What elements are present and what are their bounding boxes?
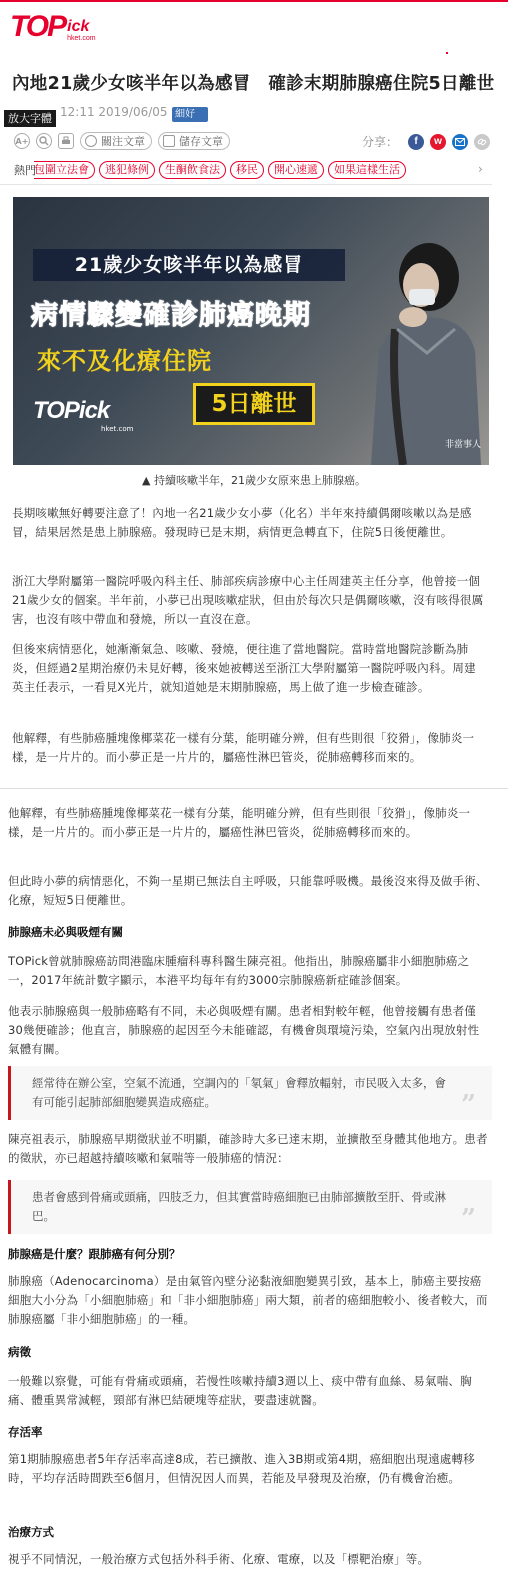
topick-logo[interactable] (10, 12, 96, 42)
hero-headline-line1: 病情驟變確診肺癌晚期 (31, 300, 311, 331)
section-heading: 存活率 (8, 1425, 43, 1439)
share-bar (362, 133, 496, 150)
hero-logo: TOPick (33, 397, 110, 424)
article-paragraph: 他解釋，有些肺癌腫塊像椰菜花一樣有分葉，能明確分辨，但有些則很「狡猾」，像肺炎一樣，是一片片的。而小夢正是一片片的，屬癌性淋巴管炎，從肺癌轉移而來的。 (8, 806, 471, 839)
section-heading: 病徵 (8, 1345, 31, 1359)
hero-logo-sub: hket.com (101, 425, 134, 433)
tag-item[interactable]: 包圍立法會 (34, 161, 95, 179)
article-paragraph: 視乎不同情況，一般治療方式包括外科手術、化療、電療，以及「標靶治療」等。 (8, 1552, 430, 1566)
blockquote (8, 1180, 492, 1234)
article-paragraph: 浙江大學附屬第一醫院呼吸內科主任、肺部疾病診療中心主任周建英主任分享，他曾接一個21歲少女的個案。半年前，小夢已出現咳嗽症狀，但由於每次只是偶爾咳嗽，沒有咳得很厲害，也沒有咳中帶血和發燒，所以一直沒在意。 (12, 574, 484, 626)
quote-text: 經常待在辦公室，空氣不流通，空調內的「氡氣」會釋放輻射，市民吸入太多，會有可能引起肺部細胞變異造成癌症。 (32, 1076, 446, 1109)
save-article-label: 儲存文章 (179, 135, 223, 148)
logo-text-small: ick (67, 18, 90, 35)
hero-disclaimer: 非當事人 (445, 440, 482, 450)
hot-tags (14, 159, 494, 181)
follow-article-label: 關注文章 (101, 135, 145, 148)
section-heading: 治療方式 (8, 1525, 54, 1539)
hot-tags-label: 熱門 (14, 164, 36, 177)
quote-mark-icon: ” (461, 1204, 476, 1234)
facebook-icon[interactable]: f (408, 134, 424, 150)
email-icon[interactable] (452, 134, 468, 150)
weibo-icon[interactable]: w (430, 134, 446, 150)
article-title: 內地21歲少女咳半年以為感冒 確診末期肺腺癌住院5日離世 (12, 74, 495, 94)
bookmark-icon (163, 135, 175, 147)
divider (0, 184, 492, 185)
tag-item[interactable]: 移民 (230, 161, 264, 179)
divider (0, 788, 508, 789)
tag-item[interactable]: 如果這樣生活 (328, 161, 406, 179)
article-paragraph: 陳亮祖表示，肺腺癌早期徵狀並不明顯，確診時大多已達末期，並擴散至身體其他地方。患者的徵狀，亦已超越持續咳嗽和氣喘等一般肺癌的情況： (8, 1132, 488, 1165)
font-size-icon[interactable]: A+ (14, 133, 30, 149)
search-icon[interactable] (36, 133, 52, 149)
tag-item[interactable]: 開心速遞 (268, 161, 324, 179)
article-paragraph: TOPick曾就肺腺癌訪問港臨床腫瘤科專科醫生陳亮祖。他指出，肺腺癌屬非小細胞肺癌之一，2017年統計數字顯示，本港平均每年有約3000宗肺腺癌新症確診個案。 (8, 954, 470, 987)
article-paragraph: 他解釋，有些肺癌腫塊像椰菜花一樣有分葉，能明確分辨，但有些則很「狡猾」，像肺炎一樣，是一片片的。而小夢正是一片片的，屬癌性淋巴管炎，從肺癌轉移而來的。 (12, 731, 475, 764)
link-icon[interactable] (474, 134, 490, 150)
quote-text: 患者會感到骨痛或頭痛，四肢乏力，但其實當時癌細胞已由肺部擴散至肝、骨或淋巴。 (32, 1190, 446, 1223)
section-heading: 肺腺癌未必與吸煙有關 (8, 925, 123, 939)
coughing-woman-illustration (351, 233, 481, 465)
article-paragraph: 他表示肺腺癌與一般肺癌略有不同，未必與吸煙有關。患者相對較年輕，他曾接觸有患者僅30幾便確診；他直言，肺腺癌的起因至今未能確認，有機會與環境污染，空氣內出現放射性氣體有關。 (8, 1004, 480, 1056)
share-label: 分享： (362, 135, 399, 149)
section-heading: 肺腺癌是什麼？跟肺癌有何分別？ (8, 1247, 181, 1261)
follow-article-button[interactable] (80, 132, 152, 150)
big-font-tooltip: 放大字體 (4, 110, 56, 127)
eye-icon (85, 135, 97, 147)
blockquote (8, 1066, 492, 1120)
publish-datetime: 12:11 2019/06/05 (60, 105, 168, 119)
chevron-right-icon[interactable]: › (478, 162, 483, 176)
image-caption: ▲ 持續咳嗽半年，21歲少女原來患上肺腺癌。 (142, 474, 366, 487)
article-paragraph: 長期咳嗽無好轉要注意了！內地一名21歲少女小夢（化名）半年來持續偶爾咳嗽以為是感冒，結果居然是患上肺腺癌。發現時已是末期，病情更急轉直下，住院5日後便離世。 (12, 506, 472, 539)
hero-headline-line2: 來不及化療住院 (37, 347, 212, 375)
article-paragraph: 但此時小夢的病情惡化，不夠一星期已無法自主呼吸，只能靠呼吸機。最後沒來得及做手術、化療，短短5日便離世。 (8, 874, 488, 907)
hero-image (13, 197, 489, 465)
save-article-button[interactable] (158, 132, 230, 150)
tag-item[interactable]: 逃犯條例 (99, 161, 155, 179)
article-paragraph: 一般難以察覺，可能有骨痛或頭痛，若慢性咳嗽持續3週以上、痰中帶有血絲、易氣喘、胸痛、體重異常減輕，頸部有淋巴結硬塊等症狀，要盡速就醫。 (8, 1374, 472, 1407)
article-paragraph: 但後來病情惡化，她漸漸氣急、咳嗽、發燒，便往進了當地醫院。當時當地醫院診斷為肺炎，但經過2星期治療仍未見好轉，後來她被轉送至浙江大學附屬第一醫院呼吸內科。周建英主任表示，一看見X光片，就知道她是末期肺腺癌，馬上做了進一步檢查確診。 (12, 642, 476, 694)
site-header (0, 0, 508, 54)
article-paragraph: 第1期肺腺癌患者5年存活率高達8成，若已擴散、進入3B期或第4期，癌細胞出現遠處轉移時，平均存活時間跌至6個月，但情況因人而異，若能及早發現及治療，仍有機會治癒。 (8, 1452, 475, 1485)
hero-highlight-box: 5日離世 (193, 383, 315, 425)
author-badge[interactable]: 細好 (172, 107, 208, 122)
article-paragraph: 肺腺癌（Adenocarcinoma）是由氣管內壁分泌黏液細胞變異引致，基本上，肺癌主要按癌細胞大小分為「小細胞肺癌」和「非小細胞肺癌」兩大類，前者的癌細胞較小、後者較大，而肺腺癌屬「非小細胞肺癌」的一種。 (8, 1274, 488, 1326)
quote-mark-icon: ” (461, 1090, 476, 1120)
logo-text: TOP (10, 10, 66, 43)
logo-subtext: hket.com (67, 35, 96, 42)
print-icon[interactable] (58, 133, 74, 149)
hero-headline-band: 21歲少女咳半年以為感冒 (33, 249, 345, 281)
article-toolbar (14, 131, 236, 151)
tag-item[interactable]: 生酮飲食法 (159, 161, 226, 179)
quote-bar (8, 1180, 11, 1234)
header-marker (446, 52, 448, 54)
quote-bar (8, 1066, 11, 1120)
